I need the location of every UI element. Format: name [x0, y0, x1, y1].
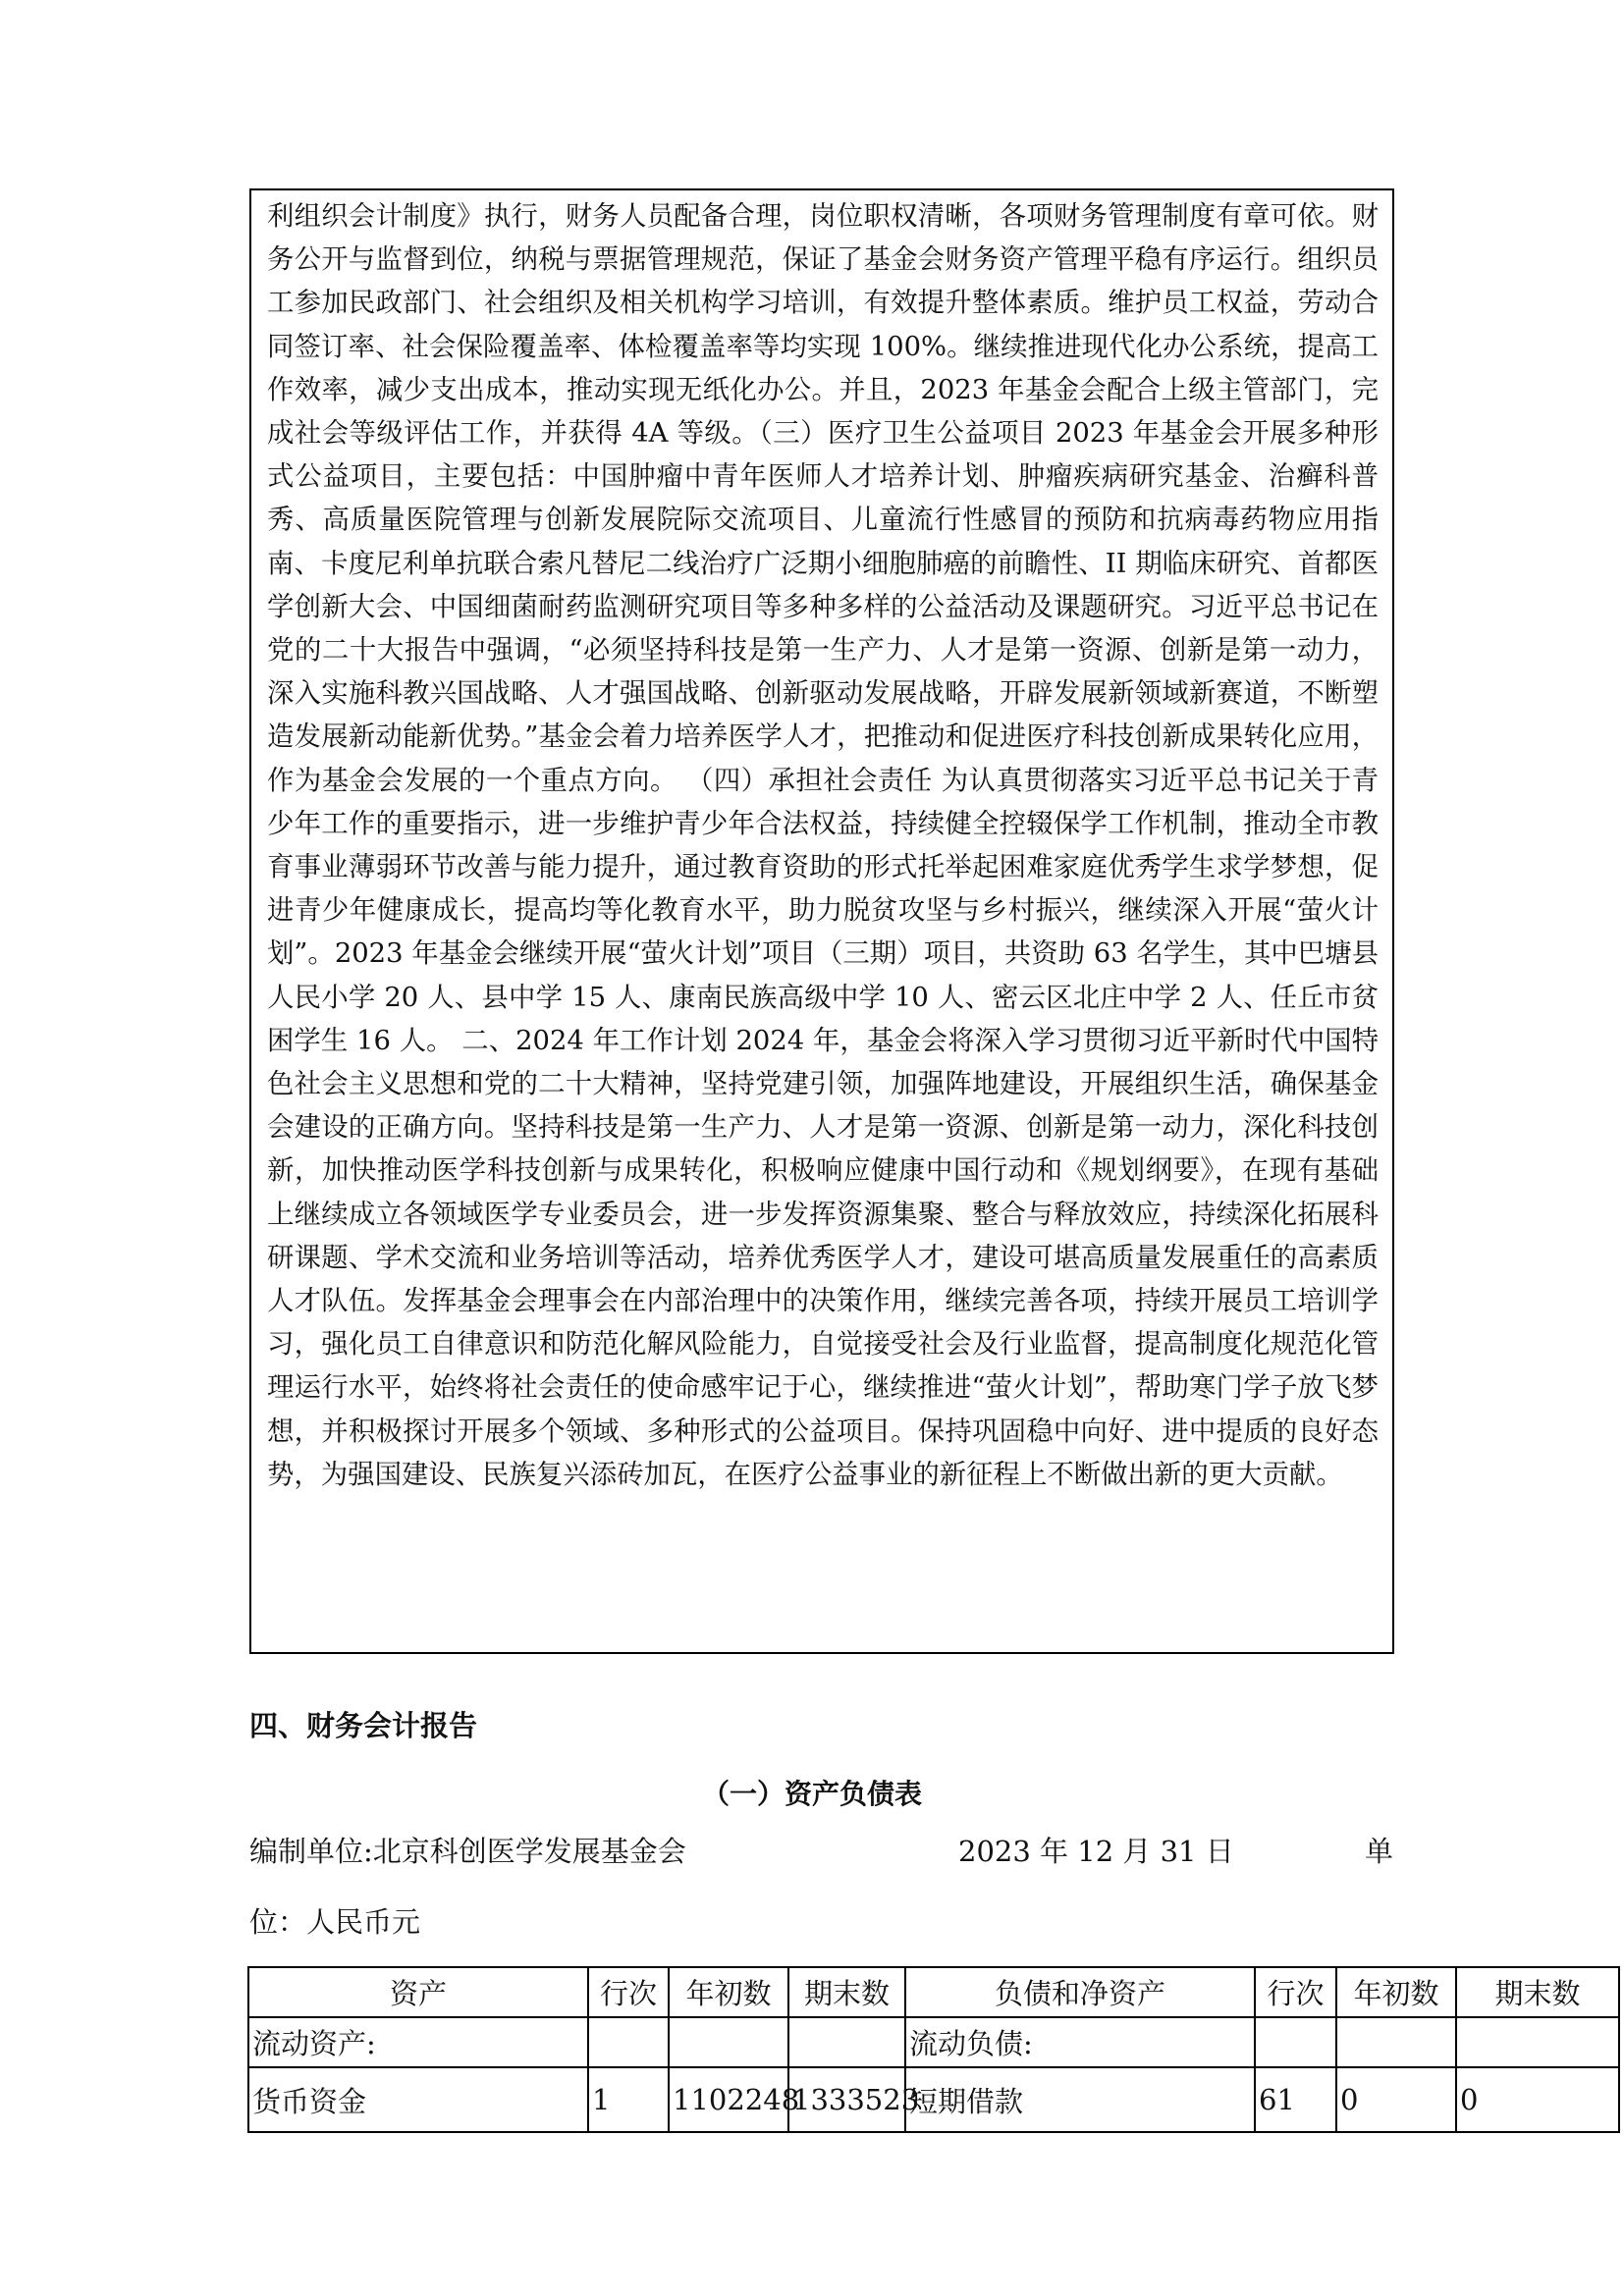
report-date: 2023 年 12 月 31 日: [958, 1835, 1234, 1868]
table-cell: 流动负债:: [905, 2017, 1255, 2067]
narrative-text-box: [249, 188, 1394, 1654]
table-header-row: [248, 1967, 1619, 2017]
header-opening: 年初数: [669, 1967, 788, 2017]
table-title: （一）资产负债表: [701, 1778, 922, 1810]
table-cell: [669, 2017, 788, 2067]
header-line-no: 行次: [588, 1967, 669, 2017]
table-cell: 流动资产:: [248, 2017, 588, 2067]
header-assets: 资产: [248, 1967, 588, 2017]
table-cell: 0: [1336, 2067, 1456, 2132]
section-heading: 四、财务会计报告: [249, 1709, 478, 1742]
unit-label-start: 单: [1365, 1835, 1394, 1868]
table-row: [248, 2067, 1619, 2132]
table-cell: [788, 2017, 905, 2067]
table-cell: [588, 2017, 669, 2067]
table-cell: [1255, 2017, 1336, 2067]
header-closing: 期末数: [788, 1967, 905, 2017]
narrative-paragraph: 利组织会计制度》执行，财务人员配备合理，岗位职权清晰，各项财务管理制度有章可依。财务公开与监督到位，纳税与票据管理规范，保证了基金会财务资产管理平稳有序运行。组织员工参加民政部门、社会组织及相关机构学习培训，有效提升整体素质。维护员工权益，劳动合同签订率、社会保险覆盖率、体检覆盖率等均实现 100%。继续推进现代化办公系统，提高工作效率，减少支出成本，推动实现无纸化办公。并且，2023 年基金会配合上级主管部门，完成社会等级评估工作，并获得 4A 等级。（三）医疗卫生公益项目 2023 年基金会开展多种形式公益项目，主要包括：中国肿瘤中青年医师人才培养计划、肿瘤疾病研究基金、治癣科普秀、高质量医院管理与创新发展院际交流项目、儿童流行性感冒的预防和抗病毒药物应用指南、卡度尼利单抗联合索凡替尼二线治疗广泛期小细胞肺癌的前瞻性、II 期临床研究、首都医学创新大会、中国细菌耐药监测研究项目等多种多样的公益活动及课题研究。习近平总书记在党的二十大报告中强调，“必须坚持科技是第一生产力、人才是第一资源、创新是第一动力，深入实施科教兴国战略、人才强国战略、创新驱动发展战略，开辟发展新领域新赛道，不断塑造发展新动能新优势。”基金会着力培养医学人才，把推动和促进医疗科技创新成果转化应用，作为基金会发展的一个重点方向。 （四）承担社会责任 为认真贯彻落实习近平总书记关于青少年工作的重要指示，进一步维护青少年合法权益，持续健全控辍保学工作机制，推动全市教育事业薄弱环节改善与能力提升，通过教育资助的形式托举起困难家庭优秀学生求学梦想，促进青少年健康成长，提高均等化教育水平，助力脱贫攻坚与乡村振兴，继续深入开展“萤火计划”。2023 年基金会继续开展“萤火计划”项目（三期）项目，共资助 63 名学生，其中巴塘县人民小学 20 人、县中学 15 人、康南民族高级中学 10 人、密云区北庄中学 2 人、任丘市贫困学生 16 人。 二、2024 年工作计划 2024 年，基金会将深入学习贯彻习近平新时代中国特色社会主义思想和党的二十大精神，坚持党建引领，加强阵地建设，开展组织生活，确保基金会建设的正确方向。坚持科技是第一生产力、人才是第一资源、创新是第一动力，深化科技创新，加快推动医学科技创新与成果转化，积极响应健康中国行动和《规划纲要》，在现有基础上继续成立各领域医学专业委员会，进一步发挥资源集聚、整合与释放效应，持续深化拓展科研课题、学术交流和业务培训等活动，培养优秀医学人才，建设可堪高质量发展重任的高素质人才队伍。发挥基金会理事会在内部治理中的决策作用，继续完善各项，持续开展员工培训学习，强化员工自律意识和防范化解风险能力，自觉接受社会及行业监督，提高制度化规范化管理运行水平，始终将社会责任的使命感牢记于心，继续推进“萤火计划”，帮助寒门学子放飞梦想，并积极探讨开展多个领域、多种形式的公益项目。保持巩固稳中向好、进中提质的良好态势，为强国建设、民族复兴添砖加瓦，在医疗公益事业的新征程上不断做出新的更大贡献。: [267, 201, 1379, 1490]
table-cell: 0: [1456, 2067, 1619, 2132]
currency-unit: 位：人民币元: [249, 1905, 421, 1939]
table-cell: 1333523: [788, 2067, 905, 2132]
preparer-unit: 编制单位:北京科创医学发展基金会: [249, 1835, 686, 1868]
header-line-no-2: 行次: [1255, 1967, 1336, 2017]
header-opening-2: 年初数: [1336, 1967, 1456, 2017]
table-cell: 61: [1255, 2067, 1336, 2132]
table-cell: [1456, 2017, 1619, 2067]
table-cell: 货币资金: [248, 2067, 588, 2132]
table-cell: 短期借款: [905, 2067, 1255, 2132]
balance-sheet-table: [247, 1966, 1620, 2133]
header-liabilities: 负债和净资产: [905, 1967, 1255, 2017]
table-row: [248, 2017, 1619, 2067]
table-cell: 1: [588, 2067, 669, 2132]
header-closing-2: 期末数: [1456, 1967, 1619, 2017]
table-cell: [1336, 2017, 1456, 2067]
table-cell: 1102248: [669, 2067, 788, 2132]
